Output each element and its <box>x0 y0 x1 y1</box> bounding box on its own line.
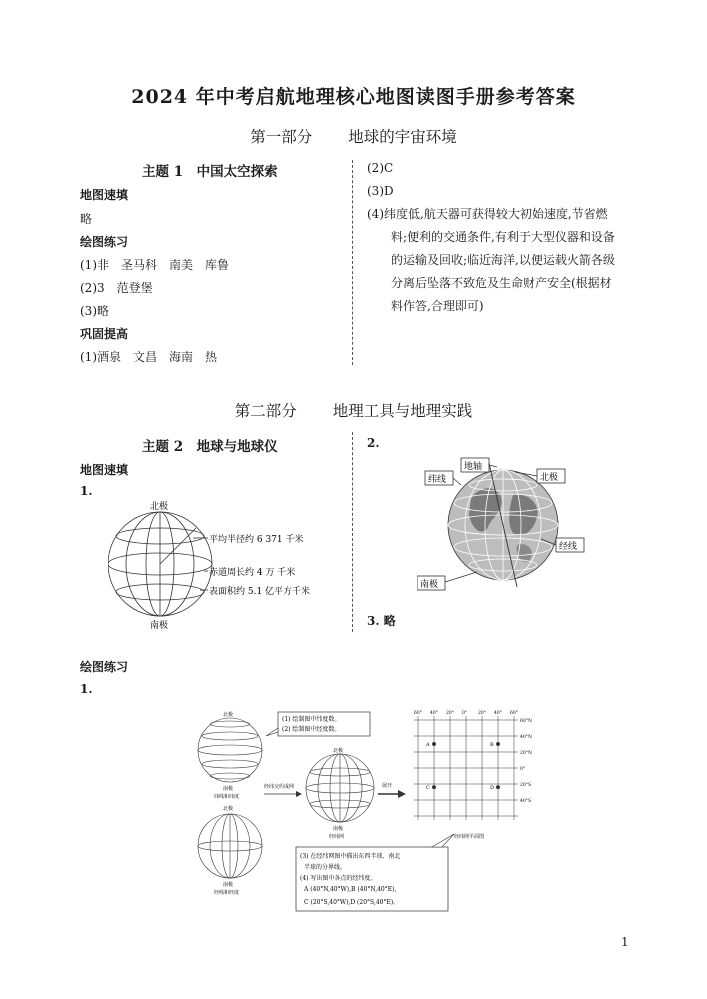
instruction-2: (2) 绘制图中经度数。 <box>282 726 341 733</box>
caption-graticule: 经纬网 <box>329 834 345 840</box>
leader-line <box>445 572 477 582</box>
arrow-head <box>398 790 406 798</box>
part1-label: 第一部分 <box>250 128 313 146</box>
box-pointer <box>266 728 278 736</box>
answer-3: (3)D <box>367 184 394 198</box>
drawing-practice-answer-1: (1)非 圣马科 南美 库鲁 <box>80 258 229 272</box>
instruction-4: (4) 写出图中各点的经纬度。 <box>300 875 377 882</box>
grid-lon-label: 60° <box>510 711 518 716</box>
column-divider <box>352 160 353 365</box>
drawing-practice-heading-2: 绘图练习 <box>80 660 129 674</box>
grid-point <box>432 742 436 746</box>
latitude-label: 纬线 <box>428 475 447 485</box>
graticule-grid <box>414 710 532 820</box>
part2-heading <box>0 399 707 421</box>
topic2-item-3: 3. 略 <box>367 614 396 628</box>
drawing-practice-answer-3: (3)略 <box>80 304 109 318</box>
grid-point <box>496 785 500 789</box>
instruction-1: (1) 绘制图中纬度数。 <box>282 716 341 723</box>
box-pointer <box>432 834 454 847</box>
latitude-line <box>202 732 258 740</box>
grid-lat-label: 40°N <box>520 735 532 740</box>
instruction-4-cd: C (20°S,40°W),D (20°S,40°E)。 <box>304 899 400 906</box>
grid-point-label: B <box>490 742 494 748</box>
grid-lon-label: 40° <box>494 711 502 716</box>
topic1-title: 主题 1 中国太空探索 <box>142 164 278 180</box>
consolidate-answer-1: (1)酒泉 文昌 海南 热 <box>80 350 217 364</box>
page-title: 2024 年中考启航地理核心地图读图手册参考答案 <box>131 86 576 108</box>
answer-4-line: 分离后坠落不致危及生命财产安全(根据材 <box>391 276 612 290</box>
grid-lon-label: 20° <box>478 711 486 716</box>
arrow-unfold-label: 展开 <box>382 783 393 789</box>
grid-point-label: D <box>490 785 495 792</box>
drawing-practice-heading: 绘图练习 <box>80 235 129 249</box>
drawing-item-1: 1. <box>80 682 93 696</box>
grid-lat-label: 20°S <box>520 783 532 788</box>
consolidate-heading: 巩固提高 <box>80 327 129 341</box>
grid-point <box>432 785 436 789</box>
grid-lon-label: 0° <box>462 711 468 716</box>
axis-label: 地轴 <box>464 462 483 472</box>
answer-4-line: 的运输及回收;临近海洋,以便运载火箭各级 <box>391 253 615 267</box>
graticule-figure <box>192 706 532 920</box>
part2-name: 地理工具与地理实践 <box>332 402 473 420</box>
map-quick-fill-heading: 地图速填 <box>80 188 129 202</box>
page-number: 1 <box>621 935 629 949</box>
answer-4-line: 料作答,合理即可) <box>391 299 484 313</box>
south-label: 南极 <box>333 826 344 832</box>
north-label: 北极 <box>223 806 234 812</box>
south-pole-label: 南极 <box>420 580 439 590</box>
globe-figure-1 <box>108 500 338 656</box>
answer-4-line: (4)纬度低,航天器可获得较大初始速度,节省燃 <box>367 207 608 221</box>
part1-name: 地球的宇宙环境 <box>348 128 457 146</box>
arrow-merge-label: 经纬交织成网 <box>264 784 295 790</box>
south-label: 南极 <box>223 786 234 792</box>
radius-line <box>160 528 196 564</box>
grid-lat-label: 20°N <box>520 751 532 756</box>
arrow-head <box>296 791 302 797</box>
south-pole-label: 南极 <box>150 621 169 631</box>
column-divider <box>352 432 353 632</box>
latitude-line <box>210 773 250 779</box>
latitude-globe-outline <box>198 718 262 782</box>
caption-latitude: 纬线和纬度 <box>214 794 240 800</box>
caption-longitude: 经线和经度 <box>214 890 240 896</box>
leader-line <box>453 478 461 485</box>
topic2-title: 主题 2 地球与地球仪 <box>142 439 278 455</box>
north-pole-label: 北极 <box>540 473 559 483</box>
instruction-4-ab: A (40°N,40°W),B (40°N,40°E), <box>304 886 397 893</box>
grid-lat-label: 60°N <box>520 719 532 724</box>
north-label: 北极 <box>223 712 234 718</box>
answer-4-line: 料;便利的交通条件,有利于大型仪器和设备 <box>391 230 615 244</box>
instruction-3-cont: 半球的分界线。 <box>304 864 347 871</box>
grid-lat-label: 40°S <box>520 799 532 804</box>
north-pole-label: 北极 <box>150 502 169 512</box>
equator-length-label: 赤道周长约 4 万 千米 <box>209 568 296 578</box>
instruction-3: (3) 在经纬网图中描出东西半球、南北 <box>300 853 401 860</box>
drawing-practice-answer-2: (2)3 范登堡 <box>80 281 153 295</box>
surface-area-label: 表面积约 5.1 亿平方千米 <box>209 587 311 597</box>
longitude-label: 经线 <box>559 542 578 552</box>
grid-lon-label: 20° <box>446 711 454 716</box>
topic2-item-2: 2. <box>367 436 380 450</box>
map-quick-fill-answer: 略 <box>80 212 93 226</box>
latitude-line <box>202 760 258 768</box>
grid-point-label: A <box>426 742 430 748</box>
south-label: 南极 <box>223 882 234 888</box>
latitude-line <box>210 721 250 727</box>
grid-point <box>496 742 500 746</box>
caption-grid: 经纬网平面图 <box>454 834 485 840</box>
north-label: 北极 <box>333 748 344 754</box>
grid-lat-label: 0° <box>520 767 526 772</box>
globe-figure-2 <box>417 455 589 593</box>
radius-label: 平均半径约 6 371 千米 <box>209 535 304 545</box>
latitude-line <box>198 745 262 755</box>
grid-point-label: C <box>426 785 430 792</box>
topic2-item-1: 1. <box>80 484 93 498</box>
grid-lon-label: 60° <box>414 711 422 716</box>
part2-label: 第二部分 <box>234 402 297 420</box>
answer-4 <box>367 203 637 318</box>
part1-heading <box>0 125 707 147</box>
grid-lon-label: 40° <box>430 711 438 716</box>
answer-2: (2)C <box>367 161 394 175</box>
topic2-map-quick-fill-heading: 地图速填 <box>80 463 129 477</box>
